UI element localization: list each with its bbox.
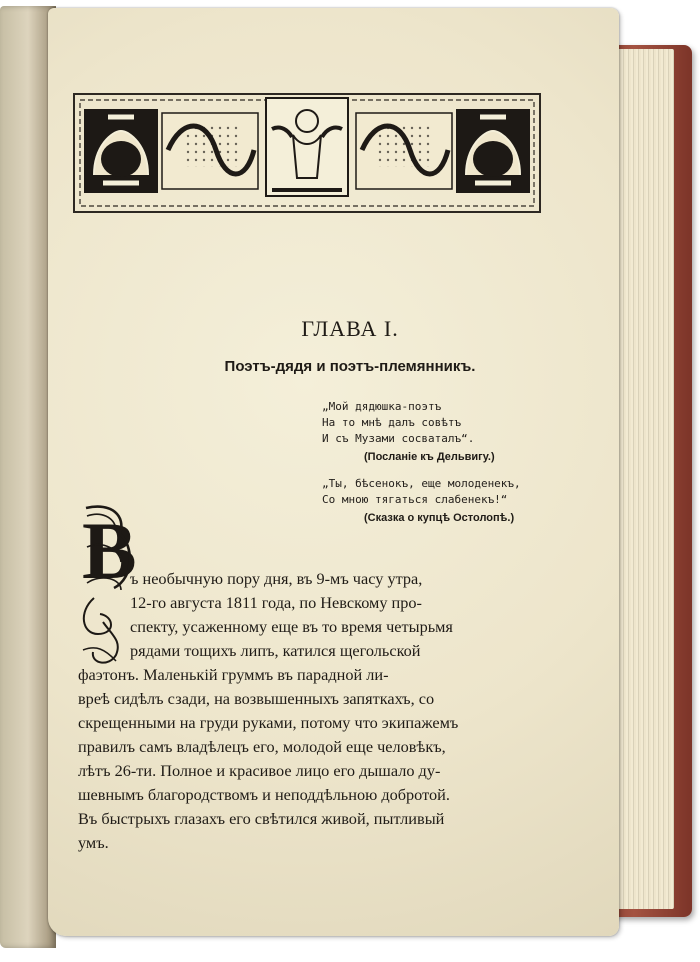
body-line: врeѣ сидѣлъ сзади, на возвышенныхъ запяткахъ, со	[78, 689, 435, 708]
body-line: лѣтъ 26-ти. Полное и красивое лицо его дышало ду-	[78, 761, 441, 780]
chapter-subtitle: Поэтъ-дядя и поэтъ-племянникъ.	[224, 358, 476, 375]
body-line: фаэтонъ. Маленькiй груммъ въ парадной ли-	[78, 665, 389, 684]
drop-cap-letter: В	[82, 505, 137, 596]
epigraph-source: (Посланiе къ Дельвигу.)	[364, 451, 495, 463]
body-line: скрещенными на груди руками, потому что экипажемъ	[78, 713, 459, 732]
epigraph-line: На то мнѣ далъ совѣтъ	[322, 416, 462, 429]
chapter-body-text	[78, 567, 558, 855]
epigraph-1	[322, 399, 552, 465]
body-line: 12-го августа 1811 года, по Невскому про-	[130, 593, 422, 612]
body-line: Въ быстрыхъ глазахъ его свѣтился живой, пытливый	[78, 809, 445, 828]
decorative-headpiece	[72, 92, 542, 214]
chapter-title: ГЛАВА I.	[301, 316, 399, 341]
epigraph-line: Со мною тягаться слабенекъ!“	[322, 493, 508, 506]
epigraph-line: И съ Музами сосваталъ“.	[322, 432, 475, 445]
body-line: шевнымъ благородствомъ и неподдѣльною добротой.	[78, 785, 450, 804]
epigraph-2	[322, 476, 552, 526]
body-line: спекту, усаженному еще въ то время четырьмя	[130, 617, 453, 636]
epigraphs	[322, 399, 552, 526]
body-line: ъ необычную пору дня, въ 9-мъ часу утра,	[130, 569, 423, 588]
body-line: правилъ самъ владѣлецъ его, молодой еще человѣкъ,	[78, 737, 446, 756]
epigraph-source: (Сказка о купцѣ Остолопѣ.)	[364, 512, 515, 524]
epigraph-line: „Мой дядюшка-поэтъ	[322, 400, 442, 413]
body-line: рядами тощихъ липъ, катился щегольской	[130, 641, 421, 660]
body-line: умъ.	[78, 833, 109, 852]
epigraph-line: „Ты, бѣсенокъ, еще молоденекъ,	[322, 477, 521, 490]
